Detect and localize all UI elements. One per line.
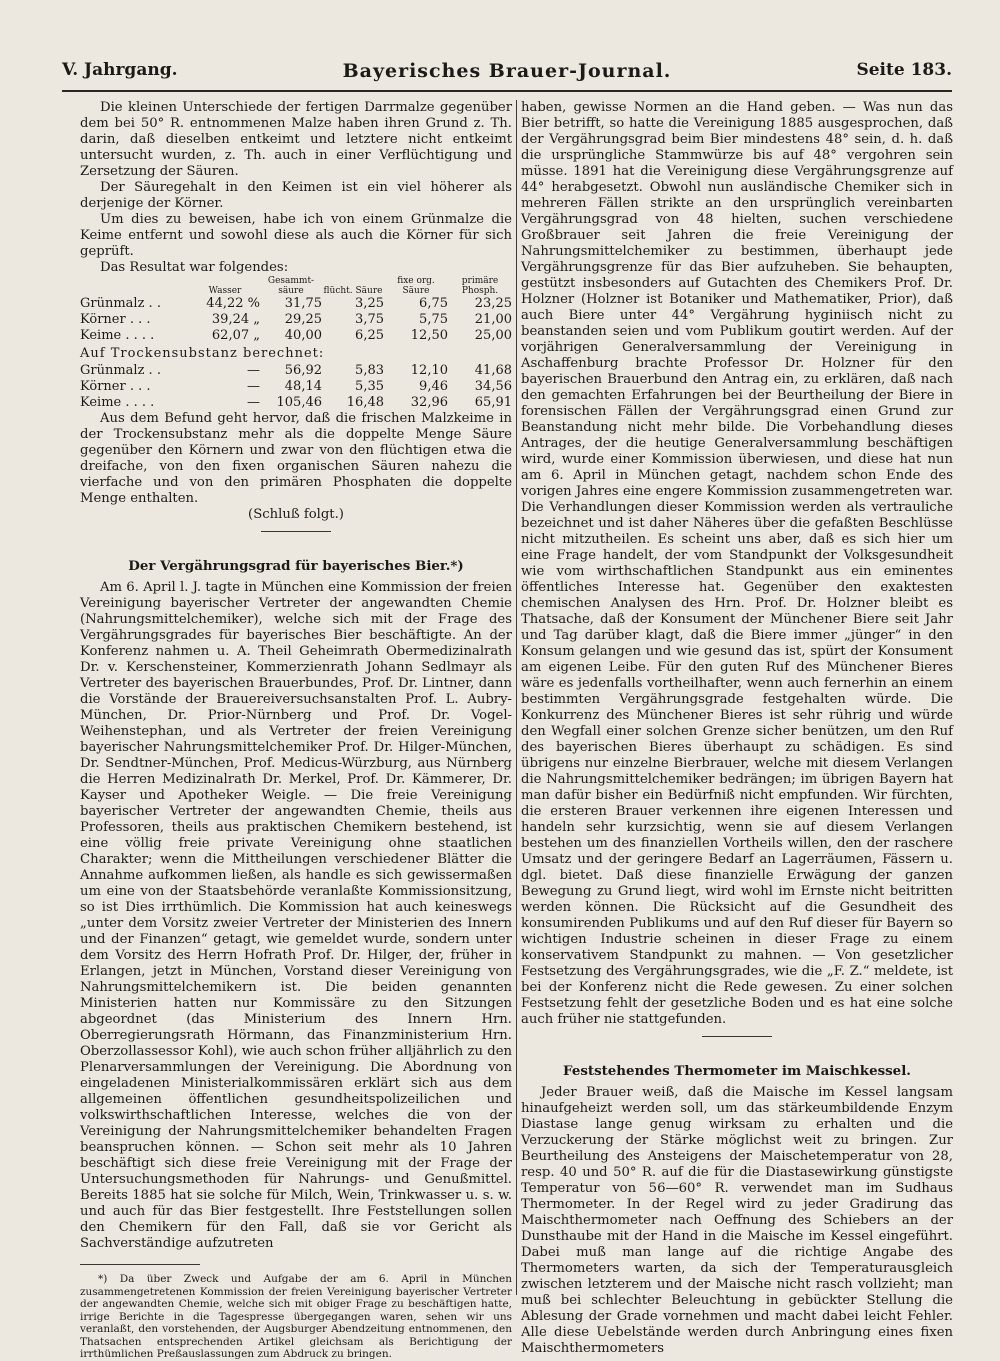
table-header: primäre Phosph.: [461, 276, 499, 296]
continuation-note: (Schluß folgt.): [248, 507, 344, 522]
table-row: [80, 395, 512, 411]
left-column: [80, 100, 512, 1361]
paragraph: Um dies zu beweisen, habe ich von einem Grünmalze die Keime entfernt und sowohl diese als auch die Körner für sich geprüft.: [80, 212, 512, 259]
table-cell: 40,00: [284, 328, 322, 343]
paragraph: Jeder Brauer weiß, daß die Maische im Kessel langsam hinaufgeheizt werden soll, um das stärkeumbildende Enzym Diastase lange genug wirksam zu erhalten und die Verzuckerung der Stärke möglichst weit zu bringen. Zur Beurtheilung des Ansteigens der Maischetemperatur von 28, resp. 40 und 50° R. auf die für die Diastasewirkung günstigste Temperatur von 56—60° R. verwendet man im Sudhaus Thermometer. In der Regel wird zu jeder Gradirung das Maischthermometer nach Oeffnung des Schiebers an der Dunsthaube mit der Hand in die Maische im Kessel eingeführt. Dabei muß man lange auf die richtige Angabe des Thermometers warten, da sich der Temperaturausgleich zwischen letzterem und der Maische nicht rasch vollzieht; man muß bei schlechter Beleuchtung in gebückter Stellung die Ablesung der Grade vornehmen und macht dabei leicht Fehler. Alle diese Uebelstände werden durch Anbringung eines fixen Maischthermometers: [521, 1085, 953, 1356]
table-cell: Keime . . . .: [80, 395, 155, 410]
table-cell: Grünmalz . .: [80, 296, 161, 311]
volume-label: V. Jahrgang.: [62, 60, 178, 80]
table-cell: 5,35: [355, 379, 384, 394]
paragraph: Der Säuregehalt in den Keimen ist ein viel höherer als derjenige der Körner.: [80, 180, 512, 211]
table-header: flücht. Säure: [323, 286, 383, 296]
table-cell: —: [247, 379, 260, 394]
footnote-rule: [80, 1264, 200, 1265]
table-cell: 6,75: [419, 296, 448, 311]
table-cell: 65,91: [474, 395, 512, 410]
table-cell: Grünmalz . .: [80, 363, 161, 378]
column-divider: [516, 100, 517, 1295]
table-cell: 31,75: [284, 296, 322, 311]
journal-title: Bayerisches Brauer-Journal.: [342, 60, 672, 82]
table-cell: 21,00: [474, 312, 512, 327]
table-header: Gesammt-säure: [267, 276, 315, 296]
paragraph: haben, gewisse Normen an die Hand geben. — Was nun das Bier betrifft, so hatte die Vereinigung 1885 ausgesprochen, daß der Vergährungsgrad beim Bier mindestens 48° sein, d. h. daß die ursprüngliche Stammwürze bis auf 48° vergohren sein müsse. 1891 hat die Vereinigung diese Vergährungsgrenze auf 44° herabgesetzt. Obwohl nun ausländische Chemiker sich in mehreren Fällen strikte an den ursprünglich vereinbarten Vergährungsgrad von 48 hielten, suchen verschiedene Großbrauer seit Jahren die freie Vereinigung der Nahrungsmittelchemiker zu bestimmen, überhaupt jede Vergährungsgrenze für das Bier aufzuheben. Sie behaupten, gestützt insbesonders auf Gutachten des Chemikers Prof. Dr. Holzner (Holzner ist Botaniker und Mathematiker, Prior), daß auch Biere unter 44° Vergährung hyginiisch nicht zu beanstanden seien und vom Publikum goutirt werden. Auf der vorjährigen Generalversammlung der Vereinigung in Aschaffenburg brachte Professor Dr. Holzner für den bayerischen Brauerbund den Antrag ein, zu erklären, daß nach den gemachten Erfahrungen bei der Beurtheilung der Biere in forensischen Fällen der Vergährungsgrad einen Grund zur Beanstandung nicht mehr bilde. Die Vorbehandlung dieses Antrages, der die heutige Generalversammlung beschäftigen wird, wurde einer Kommission überwiesen, und diese hat nun am 6. April in München getagt, nachdem schon Ende des vorigen Jahres eine engere Kommission zusammengetreten war. Die Verhandlungen dieser Kommission werden als vertrauliche bezeichnet und ist daher Näheres über die gefaßten Beschlüsse nicht mitzutheilen. Es scheint uns aber, daß es sich hier um eine Frage handelt, der vom Standpunkt der Volksgesundheit wie vom wirthschaftlichen Standpunkt aus ein eminentes öffentliches Interesse hat. Gegenüber den exaktesten chemischen Analysen des Hrn. Prof. Dr. Holzner bleibt es Thatsache, daß der Konsument der Münchener Biere seit Jahr und Tag darüber klagt, daß die Biere immer „jünger“ in den Konsum gelangen und wie gesund das ist, spürt der Konsument am eigenen Leibe. Für den guten Ruf des Münchener Bieres wäre es jedenfalls vortheilhafter, wenn auch fernerhin an einem bestimmten Vergährungsgrade festgehalten würde. Die Konkurrenz des Münchener Bieres ist sehr rührig und würde den Wegfall einer solchen Grenze sicher benützen, um den Ruf des bayerischen Bieres überhaupt zu schädigen. Es sind übrigens nur einzelne Bierbrauer, welche mit diesem Verlangen die Nahrungsmittelchemiker bedrängen; im übrigen Bayern hat man dafür bisher ein Bedürfniß nicht empfunden. Wir fürchten, die ersteren Brauer verkennen ihre eigenen Interessen und handeln sehr kurzsichtig, wenn sie auf diesem Verlangen bestehen um des finanziellen Vortheils willen, den der raschere Umsatz und der geringere Bedarf an Lagerräumen, Fässern u. dgl. bietet. Daß diese finanzielle Erwägung der ganzen Bewegung zu Grund liegt, wird wohl im Ernste nicht beitritten werden können. Die Rücksicht auf die Gesundheit des konsumirenden Publikums und auf den Ruf dieser für Bayern so wichtigen Industrie scheinen in dieser Frage zu einem konservativem Standpunkt zu mahnen. — Von gesetzlicher Festsetzung des Vergährungsgrades, wie die „F. Z.“ meldete, ist bei der Konferenz nicht die Rede gewesen. Zu einer solchen Festsetzung fehlt der gesetzliche Boden und es hat eine solche auch früher nie stattgefunden.: [521, 100, 953, 1027]
table-cell: 62,07 „: [211, 328, 260, 343]
table-cell: 5,83: [355, 363, 384, 378]
article-separator: [702, 1036, 772, 1037]
article-title: Der Vergährungsgrad für bayerisches Bier.*): [128, 558, 464, 574]
table-cell: Körner . . .: [80, 312, 151, 327]
table-row: [80, 379, 512, 395]
table-cell: 29,25: [284, 312, 322, 327]
article-separator: [261, 531, 331, 532]
table-row: [80, 312, 512, 328]
table-cell: 48,14: [284, 379, 322, 394]
header-rule: [62, 90, 952, 92]
table-cell: 41,68: [474, 363, 512, 378]
table-cell: —: [247, 395, 260, 410]
table-cell: Körner . . .: [80, 379, 151, 394]
paragraph: Die kleinen Unterschiede der fertigen Darrmalze gegenüber dem bei 50° R. entnommenen Malze haben ihren Grund z. Th. darin, daß dieselben entkeimt und letztere nicht entkeimt untersucht wurden, z. Th. auch in einer Verflüchtigung und Zersetzung der Säuren.: [80, 100, 512, 179]
table-cell: 25,00: [474, 328, 512, 343]
table-cell: 39,24 „: [211, 312, 260, 327]
table-cell: 44,22 %: [206, 296, 260, 311]
paragraph: Aus dem Befund geht hervor, daß die frischen Malzkeime in der Trockensubstanz mehr als die doppelte Menge Säure gegenüber den Körnern und zwar von den flüchtigen etwa die dreifache, von den fixen organischen Säuren nahezu die vierfache und von den primären Phosphaten die doppelte Menge enthalten.: [80, 411, 512, 506]
right-column: [521, 100, 953, 1357]
table-cell: 3,25: [355, 296, 384, 311]
table-cell: 12,50: [410, 328, 448, 343]
table-row: [80, 328, 512, 344]
table-cell: 34,56: [474, 379, 512, 394]
table-cell: 16,48: [346, 395, 384, 410]
table-subtitle-text: Auf Trockensubstanz berechnet:: [80, 346, 325, 361]
table-header: [80, 276, 190, 296]
table-cell: 3,75: [355, 312, 384, 327]
table-cell: 105,46: [276, 395, 322, 410]
table-subtitle: [80, 344, 512, 363]
paragraph: Das Resultat war folgendes:: [100, 260, 289, 275]
table-header: Wasser: [208, 286, 242, 296]
table-cell: —: [247, 363, 260, 378]
table-row: [80, 363, 512, 379]
page-header: [62, 58, 952, 90]
table-row: [80, 296, 512, 312]
table-cell: Keime . . . .: [80, 328, 155, 343]
table-cell: 12,10: [410, 363, 448, 378]
footnote: *) Da über Zweck und Aufgabe der am 6. April in München zusammengetretenen Kommission der freien Vereinigung bayerischer Vertreter der angewandten Chemie, welche sich mit obiger Frage zu beschäftigen hatte, irrige Berichte in die Tagespresse übergegangen waren, sehen wir uns veranlaßt, den vorstehenden, der Augsburger Abendzeitung entnommenen, den Thatsachen entsprechenden Artikel gleichsam als Berichtigung der irrthümlichen Preßauslassungen zum Abdruck zu bringen.: [80, 1273, 512, 1360]
table-header: fixe org. Säure: [397, 276, 435, 296]
table-cell: 9,46: [419, 379, 448, 394]
table-header-row: [80, 276, 512, 296]
table-cell: 5,75: [419, 312, 448, 327]
page-number: Seite 183.: [856, 60, 952, 80]
table-cell: 56,92: [284, 363, 322, 378]
article-title: Feststehendes Thermometer im Maischkessel.: [563, 1063, 911, 1079]
table-cell: 32,96: [410, 395, 448, 410]
table-cell: 6,25: [355, 328, 384, 343]
table-subtitle-row: [80, 344, 512, 363]
paragraph: Am 6. April l. J. tagte in München eine Kommission der freien Vereinigung bayerischer Vertreter der angewandten Chemie (Nahrungsmittelchemiker), welche sich mit der Frage des Vergährungsgrades für bayerisches Bier beschäftigte. An der Konferenz nahmen u. A. Theil Geheimrath Obermedizinalrath Dr. v. Kerschensteiner, Kommerzienrath Johann Sedlmayr als Vertreter des bayerischen Brauerbundes, Prof. Dr. Lintner, dann die Vorstände der Brauereiversuchsanstalten Prof. L. Aubry-München, Dr. Prior-Nürnberg und Prof. Dr. Vogel-Weihenstephan, und als Vertreter der freien Vereinigung bayerischer Nahrungsmittelchemiker Prof. Dr. Hilger-München, Dr. Sendtner-München, Prof. Medicus-Würzburg, aus Nürnberg die Herren Medizinalrath Dr. Merkel, Prof. Dr. Kämmerer, Dr. Kayser und Apotheker Weigle. — Die freie Vereinigung bayerischer Vertreter der angewandten Chemie, theils aus Professoren, theils aus praktischen Chemikern bestehend, ist eine völlig freie private Vereinigung ohne staatlichen Charakter; wenn die Mittheilungen verschiedener Blätter die Annahme aufkommen ließen, als handle es sich gewissermaßen um eine von der Staatsbehörde veranlaßte Kommissionsitzung, so ist Dies irrthümlich. Die Kommission hat auch keineswegs „unter dem Vorsitz zweier Vertreter der Ministerien des Innern und der Finanzen“ getagt, wie gemeldet wurde, sondern unter dem Vorsitz des Herrn Hofrath Prof. Dr. Hilger, der, früher in Erlangen, jetzt in München, Vorstand dieser Vereinigung von Nahrungsmittelchemikern ist. Die beiden genannten Ministerien hatten nur Kommissäre zu den Sitzungen abgeordnet (das Ministerium des Innern Hrn. Oberregierungsrath Hörmann, das Finanzministerium Hrn. Oberzollassessor Kohl), wie auch schon früher alljährlich zu den Plenarversammlungen der Vereinigung. Die Abordnung von eingeladenen Ministerialkommissären erklärt sich aus dem allgemeinen öffentlichen gesundheitspolizeilichen und volkswirthschaftlichen Interesse, welches die von der Vereinigung der Nahrungsmittelchemiker behandelten Fragen beanspruchen können. — Schon seit mehr als 10 Jahren beschäftigt sich diese freie Vereinigung mit der Frage der Untersuchungsmethoden für Nahrungs- und Genußmittel. Bereits 1885 hat sie solche für Milch, Wein, Trinkwasser u. s. w. und auch für das Bier festgestellt. Ihre Feststellungen sollen den Chemikern für den Fall, daß sie vor Gericht als Sachverständige aufzutreten: [80, 580, 512, 1251]
table-cell: 23,25: [474, 296, 512, 311]
acid-table: [80, 276, 512, 411]
